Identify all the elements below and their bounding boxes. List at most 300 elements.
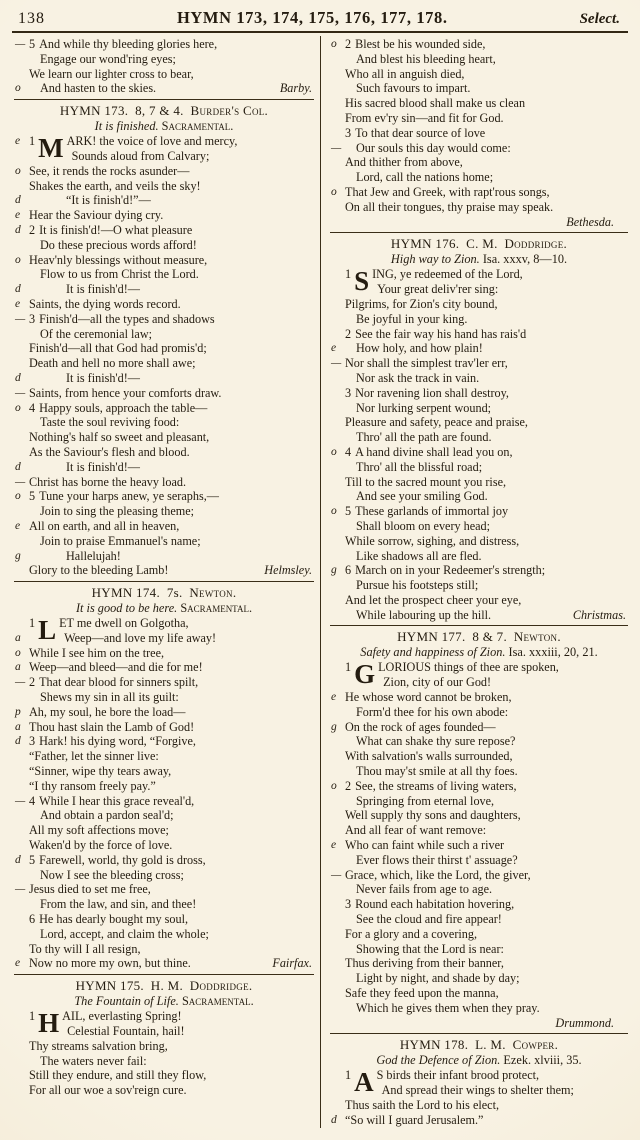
verse-number: 3 bbox=[29, 734, 36, 749]
verse-line-text: And blest his bleeding heart, bbox=[356, 51, 496, 66]
hymn-meter: 8 & 7. bbox=[472, 629, 514, 645]
expression-mark: e bbox=[15, 297, 21, 310]
verse-line-text: Our souls this day would come: bbox=[356, 140, 511, 155]
verse-line-text: The waters never fail: bbox=[40, 1053, 147, 1068]
hymn-category: Sacramental. bbox=[180, 601, 253, 616]
verse-line bbox=[14, 282, 314, 297]
hymn-block bbox=[330, 625, 628, 1030]
verse-line-text: Now no more my own, but thine. bbox=[29, 956, 191, 971]
verse-line-text: And all fear of want remove: bbox=[345, 823, 487, 838]
verse-line bbox=[14, 808, 314, 823]
verse-line-text: Thou hast slain the Lamb of God! bbox=[29, 719, 195, 734]
verse-line bbox=[330, 401, 628, 416]
verse-line-text: Till to the sacred mount you rise, bbox=[345, 474, 507, 489]
verse-line bbox=[14, 504, 314, 519]
verse-line bbox=[14, 67, 314, 82]
verse-line-text: His sacred blood shall make us clean bbox=[345, 96, 526, 111]
verse-line bbox=[330, 371, 628, 386]
verse-line-text: Springing from eternal love, bbox=[356, 793, 495, 808]
verse-line bbox=[14, 52, 314, 67]
verse-opening-body bbox=[29, 134, 314, 164]
verse-line bbox=[330, 779, 628, 794]
expression-mark: — bbox=[331, 141, 342, 154]
verse-line bbox=[330, 690, 628, 705]
verse-line-text: Be joyful in your king. bbox=[356, 311, 468, 326]
hymn-meter: 8, 7 & 4. bbox=[135, 103, 191, 119]
verse-line-text: How holy, and how plain! bbox=[356, 341, 483, 356]
verse-number: 2 bbox=[345, 326, 352, 341]
verse-line bbox=[330, 608, 628, 623]
expression-mark: d bbox=[15, 223, 21, 236]
verse-line bbox=[330, 96, 628, 111]
verse-line-text: Shews my sin in all its guilt: bbox=[40, 690, 179, 705]
verse-line-text: Farewell, world, thy gold is dross, bbox=[39, 852, 206, 867]
expression-mark: e bbox=[331, 691, 337, 704]
verse-number: 1 bbox=[29, 1009, 36, 1024]
verse-line-text: Jesus died to set me free, bbox=[29, 882, 151, 897]
page-number: 138 bbox=[18, 10, 45, 27]
verse-line bbox=[14, 549, 314, 564]
verse-opening-lines bbox=[377, 1068, 574, 1098]
verse-line-text: “I thy ransom freely pay.” bbox=[29, 778, 156, 793]
hymn-author: Newton. bbox=[189, 585, 237, 601]
expression-mark: g bbox=[331, 564, 337, 577]
verse-line-text: See the fair way his hand has rais'd bbox=[355, 326, 527, 341]
verse-line-text: While labouring up the hill. bbox=[356, 607, 492, 622]
verse-number: 1 bbox=[345, 267, 352, 282]
verse-line bbox=[14, 882, 314, 897]
verse-line-text: Shall bloom on every head; bbox=[356, 518, 491, 533]
verse-line bbox=[14, 734, 314, 749]
drop-cap: H bbox=[38, 1008, 60, 1039]
hymn-subtitle-text: It is good to be here. bbox=[75, 601, 181, 616]
verse-line bbox=[14, 690, 314, 705]
verse-opening bbox=[14, 134, 314, 164]
verse-line-text: To thy will I all resign, bbox=[29, 941, 141, 956]
verse-line bbox=[14, 460, 314, 475]
verse-opening-lines bbox=[62, 1009, 184, 1039]
verse-line bbox=[330, 853, 628, 868]
verse-continuation-block bbox=[330, 37, 628, 229]
verse-line-text: Glory to the bleeding Lamb! bbox=[29, 563, 169, 578]
verse-opening-body bbox=[345, 1068, 628, 1098]
verse-line-text: Light by night, and shade by day; bbox=[356, 971, 520, 986]
hymn-subtitle bbox=[330, 1053, 628, 1068]
verse-line bbox=[14, 445, 314, 460]
verse-line bbox=[14, 208, 314, 223]
verse-line-text: Your great deliv'rer sing: bbox=[377, 282, 499, 297]
verse-line bbox=[14, 823, 314, 838]
verse-line bbox=[330, 578, 628, 593]
verse-line-text: Christ has borne the heavy load. bbox=[29, 474, 187, 489]
hymn-category: Sacramental. bbox=[181, 994, 254, 1009]
verse-line bbox=[14, 749, 314, 764]
verse-opening-lines bbox=[59, 616, 216, 646]
hymn-author: Cowper. bbox=[512, 1037, 559, 1053]
verse-line-text: March on in your Redeemer's strength; bbox=[355, 563, 546, 578]
verse-line bbox=[330, 956, 628, 971]
hymn-heading bbox=[14, 103, 314, 119]
verse-line-text: On all their tongues, thy praise may speak. bbox=[345, 199, 554, 214]
verse-line bbox=[330, 430, 628, 445]
verse-line bbox=[14, 794, 314, 809]
verse-number: 1 bbox=[345, 660, 352, 675]
verse-line bbox=[330, 808, 628, 823]
verse-line bbox=[330, 1098, 628, 1113]
verse-line-text: Taste the soul reviving food: bbox=[40, 415, 180, 430]
verse-line bbox=[330, 563, 628, 578]
expression-mark: p bbox=[15, 705, 21, 718]
verse-line-text: Lord, call the nations home; bbox=[356, 170, 494, 185]
verse-line-text: Sounds aloud from Calvary; bbox=[71, 148, 210, 163]
hymn-number: HYMN 175. bbox=[75, 978, 151, 994]
expression-mark: o bbox=[331, 779, 337, 792]
verse-line-text: It is finish'd!— bbox=[66, 282, 140, 297]
verse-line bbox=[330, 475, 628, 490]
verse-line-text: Pursue his footsteps still; bbox=[356, 578, 479, 593]
verse-line-text: From the law, and sin, and thee! bbox=[40, 897, 197, 912]
verse-line bbox=[14, 1039, 314, 1054]
verse-opening-body bbox=[345, 267, 628, 297]
verse-line-text: And thither from above, bbox=[345, 155, 463, 170]
verse-number: 1 bbox=[29, 616, 36, 631]
expression-mark: e bbox=[331, 342, 337, 355]
verse-line-text: Nor lurking serpent wound; bbox=[356, 400, 492, 415]
hymn-block bbox=[330, 232, 628, 622]
verse-line-text: Hallelujah! bbox=[66, 548, 121, 563]
hymn-heading bbox=[330, 236, 628, 252]
expression-mark: — bbox=[15, 883, 26, 896]
verse-line-text: Hark! his dying word, “Forgive, bbox=[39, 734, 196, 749]
verse-line bbox=[330, 519, 628, 534]
verse-line-text: Blest be his wounded side, bbox=[355, 37, 486, 51]
verse-line-text: Tune your harps anew, ye seraphs,— bbox=[39, 489, 219, 504]
expression-mark: a bbox=[15, 661, 21, 674]
verse-line bbox=[330, 720, 628, 735]
verse-line-text: For a glory and a covering, bbox=[345, 926, 477, 941]
verse-line bbox=[14, 534, 314, 549]
verse-line-text: All my soft affections move; bbox=[29, 823, 169, 838]
expression-mark: d bbox=[15, 371, 21, 384]
verse-line-text: And obtain a pardon seal'd; bbox=[40, 808, 174, 823]
expression-mark: — bbox=[331, 868, 342, 881]
verse-line bbox=[14, 675, 314, 690]
verse-line bbox=[330, 764, 628, 779]
verse-line-text: While sorrow, sighing, and distress, bbox=[345, 533, 520, 548]
page-title: HYMN 173, 174, 175, 176, 177, 178. bbox=[176, 8, 448, 27]
verse-line-text: See, the streams of living waters, bbox=[355, 778, 517, 793]
verse-line bbox=[330, 185, 628, 200]
verse-line bbox=[330, 794, 628, 809]
verse-line-text: All on earth, and all in heaven, bbox=[29, 518, 180, 533]
verse-line bbox=[330, 200, 628, 215]
verse-line bbox=[330, 823, 628, 838]
scripture-reference: Isa. xxxv, 8—10. bbox=[482, 252, 568, 267]
verse-line bbox=[330, 111, 628, 126]
hymn-subtitle-text: It is finished. bbox=[94, 119, 162, 134]
verse-line bbox=[14, 764, 314, 779]
tune-attribution: Fairfax. bbox=[272, 956, 312, 971]
verse-line-text: From ev'ry sin—and fit for God. bbox=[345, 110, 504, 125]
expression-mark: — bbox=[15, 312, 26, 325]
verse-line-text: With salvation's walls surrounded, bbox=[345, 749, 513, 764]
verse-line-text: Well supply thy sons and daughters, bbox=[345, 808, 521, 823]
hymn-meter: C. M. bbox=[466, 236, 505, 252]
verse-line-text: Safe they feed upon the manna, bbox=[345, 986, 499, 1001]
verse-line bbox=[14, 1068, 314, 1083]
verse-line bbox=[14, 37, 314, 52]
verse-line-text: Pilgrims, for Zion's city bound, bbox=[345, 296, 498, 311]
right-column bbox=[320, 36, 628, 1128]
expression-mark: o bbox=[15, 164, 21, 177]
verse-line-text: “So will I guard Jerusalem.” bbox=[345, 1112, 484, 1127]
hymn-number: HYMN 178. bbox=[399, 1037, 476, 1053]
verse-line-text: See the cloud and fire appear! bbox=[356, 912, 502, 927]
verse-line-text: And spread their wings to shelter them; bbox=[381, 1083, 574, 1098]
hymn-subtitle-text: God the Defence of Zion. bbox=[376, 1053, 504, 1068]
verse-number: 5 bbox=[29, 37, 36, 51]
verse-number: 4 bbox=[29, 400, 36, 415]
verse-number: 3 bbox=[29, 311, 36, 326]
verse-line bbox=[330, 415, 628, 430]
verse-line-text: Form'd thee for his own abode: bbox=[356, 704, 509, 719]
verse-line bbox=[330, 356, 628, 371]
hymn-subtitle bbox=[330, 645, 628, 660]
verse-line-text: Never fails from age to age. bbox=[356, 882, 493, 897]
tune-attribution: Christmas. bbox=[572, 607, 626, 622]
tune-attribution: Bethesda. bbox=[566, 214, 614, 229]
verse-line bbox=[330, 1001, 628, 1016]
expression-mark: g bbox=[331, 720, 337, 733]
hymn-subtitle bbox=[14, 601, 314, 616]
verse-line bbox=[14, 81, 314, 96]
drop-cap: A bbox=[354, 1067, 374, 1098]
verse-line-text: And hasten to the skies. bbox=[40, 81, 157, 96]
verse-line bbox=[14, 179, 314, 194]
verse-line-text: Ever flows their thirst t' assuage? bbox=[356, 852, 518, 867]
verse-number: 6 bbox=[29, 912, 36, 927]
verse-line bbox=[14, 853, 314, 868]
drop-cap: G bbox=[354, 659, 376, 690]
left-column bbox=[12, 36, 320, 1098]
verse-line bbox=[330, 52, 628, 67]
verse-line bbox=[14, 238, 314, 253]
verse-line bbox=[14, 253, 314, 268]
hymn-subtitle-text: The Fountain of Life. bbox=[74, 994, 182, 1009]
verse-line bbox=[14, 386, 314, 401]
verse-line-text: Weep—and love my life away! bbox=[64, 630, 217, 645]
verse-number: 3 bbox=[345, 897, 352, 912]
expression-mark: e bbox=[15, 209, 21, 222]
expression-mark: g bbox=[15, 549, 21, 562]
verse-line bbox=[330, 81, 628, 96]
verse-line-text: Showing that the Lord is near: bbox=[356, 941, 504, 956]
verse-line-text: That Jew and Greek, with rapt'rous songs, bbox=[345, 184, 550, 199]
verse-opening bbox=[330, 1068, 628, 1098]
text-columns bbox=[12, 36, 628, 1128]
hymn-number: HYMN 176. bbox=[390, 236, 467, 252]
verse-line-text: “Father, let the sinner live: bbox=[29, 749, 159, 764]
verse-number: 2 bbox=[345, 37, 352, 51]
verse-line bbox=[14, 1083, 314, 1098]
verse-number: 2 bbox=[29, 222, 36, 237]
verse-line bbox=[14, 297, 314, 312]
verse-line bbox=[14, 371, 314, 386]
verse-line bbox=[330, 386, 628, 401]
hymn-meter: 7s. bbox=[166, 585, 190, 601]
expression-mark: — bbox=[15, 475, 26, 488]
verse-line-text: Which he gives them when they pray. bbox=[356, 1000, 540, 1015]
verse-line bbox=[14, 646, 314, 661]
verse-line-text: Thou may'st smile at all thy foes. bbox=[356, 764, 518, 779]
verse-line bbox=[330, 882, 628, 897]
verse-line bbox=[330, 912, 628, 927]
verse-line bbox=[14, 956, 314, 971]
verse-line bbox=[14, 489, 314, 504]
verse-line bbox=[14, 193, 314, 208]
verse-opening bbox=[14, 616, 314, 646]
verse-line-text: Saints, the dying words record. bbox=[29, 296, 181, 311]
verse-line bbox=[14, 430, 314, 445]
verse-opening bbox=[330, 267, 628, 297]
drop-cap: M bbox=[38, 133, 64, 164]
hymn-author: Doddridge. bbox=[504, 236, 568, 252]
verse-continuation-block bbox=[14, 37, 314, 96]
header-rule bbox=[12, 31, 628, 33]
verse-line-text: Heav'nly blessings without measure, bbox=[29, 252, 208, 267]
hymn-subtitle-text: Safety and happiness of Zion. bbox=[360, 645, 509, 660]
verse-line bbox=[330, 297, 628, 312]
hymn-author: Burder's Col. bbox=[190, 103, 269, 119]
verse-line-text: Finish'd—all the types and shadows bbox=[39, 311, 215, 326]
verse-line bbox=[14, 164, 314, 179]
hymn-heading bbox=[14, 978, 314, 994]
expression-mark: e bbox=[331, 839, 337, 852]
verse-line-text: Pleasure and safety, peace and praise, bbox=[345, 415, 528, 430]
verse-line-text: Ah, my soul, he bore the load— bbox=[29, 704, 186, 719]
verse-number: 1 bbox=[29, 134, 36, 149]
verse-line bbox=[14, 897, 314, 912]
verse-line bbox=[14, 475, 314, 490]
verse-line bbox=[14, 1054, 314, 1069]
verse-line-text: Finish'd—all that God had promis'd; bbox=[29, 341, 207, 356]
verse-line-text: AIL, everlasting Spring! bbox=[62, 1009, 182, 1024]
expression-mark: d bbox=[331, 1113, 337, 1126]
verse-number: 5 bbox=[29, 489, 36, 504]
verse-line bbox=[330, 170, 628, 185]
expression-mark: d bbox=[15, 194, 21, 207]
verse-line bbox=[14, 942, 314, 957]
verse-line-text: Celestial Fountain, hail! bbox=[67, 1024, 185, 1039]
hymn-heading bbox=[330, 629, 628, 645]
expression-mark: o bbox=[331, 445, 337, 458]
verse-line-text: For all our woe a sov'reign cure. bbox=[29, 1083, 187, 1098]
hymn-meter: L. M. bbox=[475, 1037, 513, 1053]
hymn-heading bbox=[330, 1037, 628, 1053]
verse-line-text: Who can faint while such a river bbox=[345, 838, 505, 853]
verse-line bbox=[14, 415, 314, 430]
hymn-number: HYMN 177. bbox=[397, 629, 473, 645]
verse-line bbox=[330, 489, 628, 504]
verse-line bbox=[14, 356, 314, 371]
verse-line-text: Hear the Saviour dying cry. bbox=[29, 208, 164, 223]
hymn-subtitle bbox=[330, 252, 628, 267]
verse-line-text: Of the ceremonial law; bbox=[40, 326, 153, 341]
expression-mark: o bbox=[15, 253, 21, 266]
expression-mark: e bbox=[15, 519, 21, 532]
tune-attribution: Barby. bbox=[279, 81, 312, 96]
verse-line bbox=[14, 312, 314, 327]
verse-opening-lines bbox=[372, 267, 523, 297]
verse-line-text: Round each habitation hovering, bbox=[355, 897, 515, 912]
expression-mark: e bbox=[15, 135, 21, 148]
verse-line-text: Death and hell no more shall awe; bbox=[29, 356, 196, 371]
verse-line bbox=[330, 838, 628, 853]
verse-line-text: Do these precious words afford! bbox=[40, 237, 197, 252]
page-header bbox=[12, 6, 628, 31]
verse-line-text: Nor ask the track in vain. bbox=[356, 370, 480, 385]
verse-line-text: Still they endure, and still they flow, bbox=[29, 1068, 207, 1083]
verse-line bbox=[14, 838, 314, 853]
hymn-author: Doddridge. bbox=[189, 978, 253, 994]
verse-line bbox=[330, 327, 628, 342]
verse-line bbox=[330, 942, 628, 957]
verse-line-text: Shakes the earth, and veils the sky! bbox=[29, 178, 201, 193]
verse-line bbox=[330, 986, 628, 1001]
verse-line-text: Thro' all the blissful road; bbox=[356, 459, 483, 474]
verse-line-text: It is finish'd!— bbox=[66, 370, 140, 385]
verse-line-text: It is finish'd!— bbox=[66, 459, 140, 474]
verse-number: 3 bbox=[345, 385, 352, 400]
verse-line bbox=[330, 504, 628, 519]
hymn-block bbox=[14, 581, 314, 971]
verse-opening-body bbox=[29, 616, 314, 646]
expression-mark: a bbox=[15, 720, 21, 733]
verse-line bbox=[14, 912, 314, 927]
verse-line bbox=[14, 660, 314, 675]
verse-line bbox=[330, 312, 628, 327]
hymn-meter: H. M. bbox=[150, 978, 190, 994]
verse-number: 5 bbox=[29, 852, 36, 867]
verse-line-text: What can shake thy sure repose? bbox=[356, 734, 516, 749]
verse-line-text: On the rock of ages founded— bbox=[345, 719, 496, 734]
hymn-subtitle-text: High way to Zion. bbox=[390, 252, 483, 267]
verse-line bbox=[330, 734, 628, 749]
verse-line-text: Nothing's half so sweet and pleasant, bbox=[29, 430, 210, 445]
verse-line bbox=[14, 868, 314, 883]
expression-mark: d bbox=[15, 735, 21, 748]
verse-line bbox=[14, 927, 314, 942]
verse-line-text: Nor ravening lion shall destroy, bbox=[355, 385, 509, 400]
verse-line-text: And see your smiling God. bbox=[356, 489, 488, 504]
verse-line-text: Saints, from hence your comforts draw. bbox=[29, 385, 222, 400]
verse-line-text: Join to sing the pleasing theme; bbox=[40, 504, 195, 519]
verse-line bbox=[14, 341, 314, 356]
verse-line-text: S birds their infant brood protect, bbox=[376, 1068, 540, 1083]
hymn-subtitle bbox=[14, 994, 314, 1009]
verse-line-text: ET me dwell on Golgotha, bbox=[59, 616, 189, 631]
verse-line bbox=[330, 126, 628, 141]
expression-mark: o bbox=[331, 185, 337, 198]
expression-mark: — bbox=[331, 357, 342, 370]
verse-opening bbox=[330, 660, 628, 690]
verse-line bbox=[14, 401, 314, 416]
verse-line bbox=[330, 341, 628, 356]
hymn-subtitle bbox=[14, 119, 314, 134]
verse-line bbox=[14, 563, 314, 578]
verse-opening bbox=[14, 1009, 314, 1039]
expression-mark: o bbox=[15, 82, 21, 95]
